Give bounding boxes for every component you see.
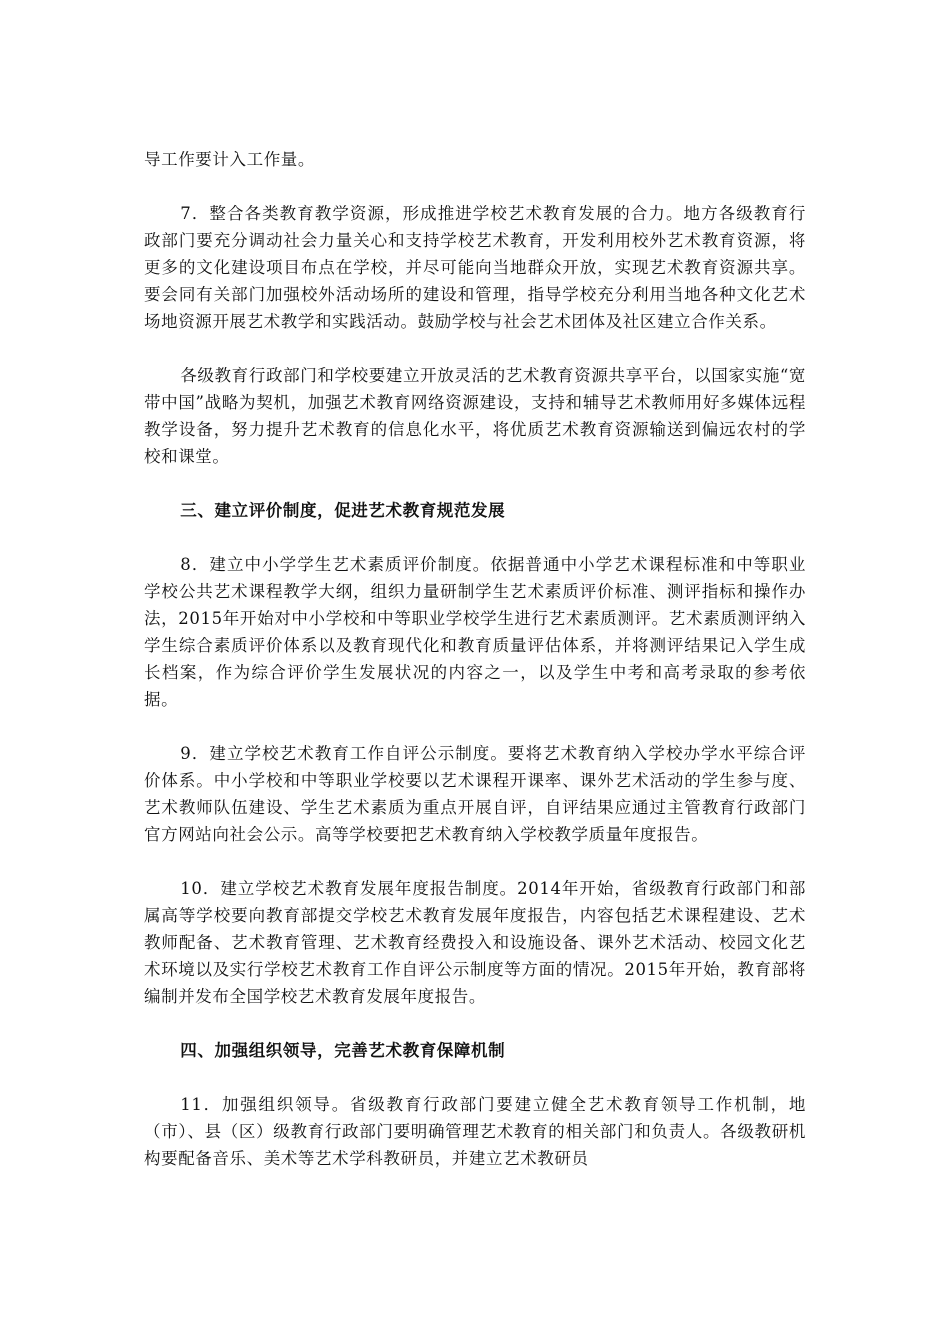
section-heading-4: 四、加强组织领导，完善艺术教育保障机制: [180, 1041, 506, 1060]
section-heading-3: 三、建立评价制度，促进艺术教育规范发展: [180, 501, 506, 520]
paragraph-resource-sharing: 各级教育行政部门和学校要建立开放灵活的艺术教育资源共享平台，以国家实施“宽带中国”战略为契机，加强艺术教育网络资源建设，支持和辅导艺术教师用好多媒体远程教学设备，努力提升艺术教育的信息化水平，将优质艺术教育资源输送到偏远农村的学校和课堂。: [144, 366, 806, 466]
paragraph-item-8: 8．建立中小学学生艺术素质评价制度。依据普通中小学艺术课程标准和中等职业学校公共艺术课程教学大纲，组织力量研制学生艺术素质评价标准、测评指标和操作办法，2015年开始对中小学校和中等职业学校学生进行艺术素质测评。艺术素质测评纳入学生综合素质评价体系以及教育现代化和教育质量评估体系，并将测评结果记入学生成长档案，作为综合评价学生发展状况的内容之一，以及学生中考和高考录取的参考依据。: [144, 555, 806, 709]
paragraph-item-11: 11．加强组织领导。省级教育行政部门要建立健全艺术教育领导工作机制，地（市）、县（区）级教育行政部门要明确管理艺术教育的相关部门和负责人。各级教研机构要配备音乐、美术等艺术学科教研员，并建立艺术教研员: [144, 1095, 806, 1168]
paragraph-item-9: 9．建立学校艺术教育工作自评公示制度。要将艺术教育纳入学校办学水平综合评价体系。中小学校和中等职业学校要以艺术课程开课率、课外艺术活动的学生参与度、艺术教师队伍建设、学生艺术素质为重点开展自评，自评结果应通过主管教育行政部门官方网站向社会公示。高等学校要把艺术教育纳入学校教学质量年度报告。: [144, 744, 806, 844]
document-body: [144, 146, 806, 1199]
paragraph-continuation: 导工作要计入工作量。: [144, 150, 315, 169]
paragraph-item-10: 10．建立学校艺术教育发展年度报告制度。2014年开始，省级教育行政部门和部属高等学校要向教育部提交学校艺术教育发展年度报告，内容包括艺术课程建设、艺术教师配备、艺术教育管理、艺术教育经费投入和设施设备、课外艺术活动、校园文化艺术环境以及实行学校艺术教育工作自评公示制度等方面的情况。2015年开始，教育部将编制并发布全国学校艺术教育发展年度报告。: [144, 879, 806, 1006]
paragraph-item-7: 7．整合各类教育教学资源，形成推进学校艺术教育发展的合力。地方各级教育行政部门要充分调动社会力量关心和支持学校艺术教育，开发利用校外艺术教育资源，将更多的文化建设项目布点在学校，并尽可能向当地群众开放，实现艺术教育资源共享。要会同有关部门加强校外活动场所的建设和管理，指导学校充分利用当地各种文化艺术场地资源开展艺术教学和实践活动。鼓励学校与社会艺术团体及社区建立合作关系。: [144, 204, 806, 331]
